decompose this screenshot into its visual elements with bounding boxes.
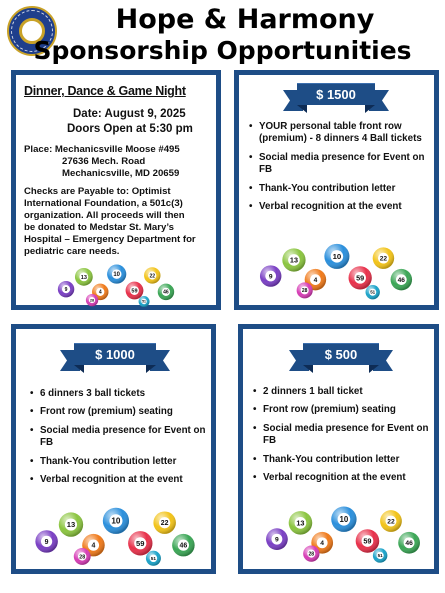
ball-number: 13 (296, 518, 305, 528)
checks-line-5: Hospital – Emergency Department for (24, 234, 196, 245)
ball-number: 22 (379, 255, 388, 263)
event-doors: Doors Open at 5:30 pm (67, 123, 193, 135)
benefit-item: • Thank-You contribution letter (253, 454, 434, 466)
tier-1500-panel (234, 70, 439, 310)
bingo-ball (380, 510, 402, 532)
ball-number: 22 (160, 520, 169, 528)
ball-number: 4 (98, 289, 102, 296)
bingo-ball (331, 507, 356, 532)
bingo-ball (74, 548, 91, 565)
title-line-1: Hope & Harmony (115, 4, 375, 35)
ball-number: 59 (136, 538, 145, 548)
bingo-ball (324, 244, 349, 269)
tier-1500-ribbon (283, 83, 389, 113)
bingo-ball (58, 281, 74, 297)
tier-1000-ribbon (60, 343, 170, 373)
bingo-ball (172, 534, 194, 556)
bingo-ball (303, 545, 319, 561)
bingo-ball (126, 282, 144, 300)
event-panel-body (16, 75, 216, 305)
ball-number: 10 (111, 516, 121, 526)
bingo-balls-graphic (257, 497, 429, 565)
ball-number: 51 (377, 553, 383, 559)
event-place: Place: Mechanicsville Moose #495 (24, 144, 180, 155)
ball-number: 28 (89, 298, 95, 303)
ball-number: 59 (131, 288, 138, 295)
ball-number: 28 (301, 288, 308, 295)
tier-1000-panel (11, 324, 216, 574)
bingo-ball (349, 266, 372, 289)
benefit-item: • Verbal recognition at the event (253, 472, 434, 484)
ball-number: 51 (142, 299, 146, 304)
tier-500-ribbon (289, 343, 393, 373)
benefit-item: • 2 dinners 1 ball ticket (253, 386, 434, 398)
ball-number: 59 (356, 273, 365, 283)
ball-number: 51 (150, 555, 157, 561)
tier-500-panel (238, 324, 439, 574)
ball-number: 22 (387, 518, 395, 526)
header (0, 0, 445, 68)
ball-number: 4 (91, 542, 96, 550)
bingo-ball (282, 248, 305, 271)
checks-line-3: organization. All proceeds will then (24, 210, 185, 221)
event-panel (11, 70, 221, 310)
tier-1500-body (239, 75, 434, 305)
benefit-item: • 6 dinners 3 ball tickets (30, 388, 213, 400)
bingo-ball (153, 511, 175, 533)
bingo-ball (139, 296, 150, 307)
ball-number: 13 (80, 274, 87, 281)
ball-number: 9 (268, 273, 273, 281)
ball-number: 46 (397, 276, 405, 284)
ball-number: 10 (113, 272, 120, 279)
bingo-ball (260, 265, 281, 286)
event-title: Dinner, Dance & Game Night (24, 84, 186, 98)
bingo-balls-graphic (251, 235, 421, 301)
bingo-balls-graphic (26, 499, 204, 567)
benefit-item: • Social media presence for Event on FB (253, 423, 434, 448)
ball-number: 46 (163, 289, 169, 296)
benefit-item: • Front row (premium) seating (30, 406, 213, 418)
tier-1000-body (16, 329, 211, 569)
event-city: Mechanicsville, MD 20659 (62, 168, 180, 179)
bingo-ball (59, 512, 83, 536)
bingo-ball (146, 551, 161, 566)
bingo-ball (86, 294, 98, 306)
ball-number: 9 (44, 538, 49, 546)
benefit-item: • Social media presence for Event on FB (30, 425, 213, 450)
bingo-ball (398, 532, 420, 554)
benefit-item: • Verbal recognition at the event (249, 201, 432, 213)
ball-number: 4 (313, 276, 318, 284)
benefit-item: • Verbal recognition at the event (30, 474, 213, 486)
bingo-ball (373, 548, 387, 562)
ball-number: 9 (64, 286, 68, 293)
ball-number: 22 (149, 273, 156, 280)
bingo-ball (356, 529, 380, 553)
benefit-item: • Front row (premium) seating (253, 404, 434, 416)
bingo-ball (144, 267, 160, 283)
bingo-ball (297, 282, 313, 298)
tier-500-benefits (253, 386, 434, 490)
ball-number: 46 (405, 540, 413, 548)
tier-1500-benefits (249, 121, 432, 219)
ball-number: 13 (66, 520, 76, 530)
bingo-ball (103, 508, 129, 534)
ball-number: 4 (320, 540, 325, 548)
checks-line-4: be donated to Medstar St. Mary’s (24, 222, 174, 233)
event-date: Date: August 9, 2025 (73, 108, 186, 120)
ball-number: 10 (332, 252, 342, 262)
ball-number: 9 (275, 536, 279, 544)
ball-number: 28 (79, 554, 86, 561)
bingo-ball (289, 511, 313, 535)
ball-number: 10 (339, 515, 349, 525)
tier-1000-benefits (30, 388, 213, 492)
event-address: 27636 Mech. Road (62, 156, 146, 167)
checks-line-2: International Foundation, a 501c(3) (24, 198, 183, 209)
benefit-item: • Thank-You contribution letter (249, 183, 432, 195)
bingo-ball (35, 530, 57, 552)
bingo-ball (75, 268, 93, 286)
tier-500-price: $ 500 (303, 343, 379, 365)
tier-1000-price: $ 1000 (74, 343, 156, 365)
ball-number: 13 (289, 255, 298, 265)
bingo-ball (266, 528, 288, 550)
tier-500-body (243, 329, 434, 569)
ball-number: 51 (370, 289, 376, 295)
title-line-2: Sponsorship Opportunities (33, 36, 412, 65)
checks-line-6: pediatric care needs. (24, 246, 120, 257)
bingo-ball (158, 284, 174, 300)
bingo-balls-graphic (51, 259, 181, 307)
benefit-item: • YOUR personal table front row (premium) - 8 dinners 4 Ball tickets (249, 121, 432, 146)
bingo-ball (107, 265, 126, 284)
benefit-item: • Social media presence for Event on FB (249, 152, 432, 177)
benefit-item: • Thank-You contribution letter (30, 456, 213, 468)
ball-number: 28 (308, 551, 315, 558)
bingo-ball (128, 531, 152, 555)
checks-line-1: Checks are Payable to: Optimist (24, 186, 171, 197)
tier-1500-price: $ 1500 (297, 83, 375, 105)
bingo-ball (391, 269, 412, 290)
bingo-ball (366, 285, 380, 299)
bingo-ball (373, 247, 394, 268)
ball-number: 46 (179, 542, 188, 550)
ball-number: 59 (363, 536, 372, 546)
